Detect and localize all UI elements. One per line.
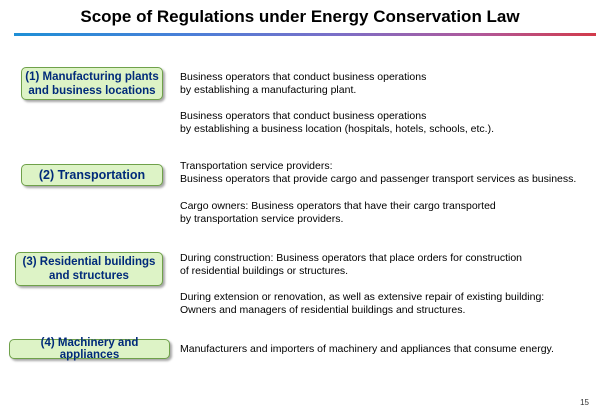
description-block — [180, 200, 496, 226]
category-box-manufacturing — [21, 67, 163, 100]
description-block — [180, 252, 522, 278]
page-number: 15 — [580, 398, 589, 407]
category-label-line: and business locations — [28, 84, 156, 97]
slide-title: Scope of Regulations under Energy Conservation Law — [80, 7, 520, 26]
description-block — [180, 160, 576, 186]
category-box-residential — [15, 252, 163, 286]
description-line: Business operators that provide cargo and passenger transport services as business. — [180, 173, 577, 185]
description-line: Business operators that conduct business operations — [180, 110, 427, 122]
category-box-machinery — [9, 339, 170, 359]
category-label — [25, 70, 159, 98]
description-block — [180, 291, 544, 317]
description-line: Transportation service providers: — [180, 160, 333, 172]
category-label-line: (1) Manufacturing plants — [25, 70, 159, 83]
description-line: Cargo owners: Business operators that have their cargo transported — [180, 200, 496, 212]
description-line: by transportation service providers. — [180, 213, 344, 225]
description-line: Business operators that conduct business operations — [180, 71, 427, 83]
description-line: Owners and managers of residential buildings and structures. — [180, 304, 466, 316]
description-line: Manufacturers and importers of machinery and appliances that consume energy. — [180, 343, 554, 355]
description-line: During construction: Business operators that place orders for construction — [180, 252, 523, 264]
description-line: of residential buildings or structures. — [180, 265, 349, 277]
description-line: by establishing a business location (hospitals, hotels, schools, etc.). — [180, 123, 495, 135]
category-label: (2) Transportation — [38, 168, 146, 182]
title-divider — [14, 33, 596, 36]
category-label-line: (3) Residential buildings — [22, 256, 156, 268]
category-label-line: and structures — [49, 270, 129, 282]
category-box-transportation — [21, 164, 163, 186]
description-line: by establishing a manufacturing plant. — [180, 84, 357, 96]
category-label — [23, 255, 156, 283]
description-line: During extension or renovation, as well as extensive repair of existing building: — [180, 291, 545, 303]
description-block — [180, 110, 494, 136]
description-block — [180, 343, 554, 356]
description-block — [180, 71, 426, 97]
category-label: (4) Machinery and appliances — [40, 337, 139, 361]
